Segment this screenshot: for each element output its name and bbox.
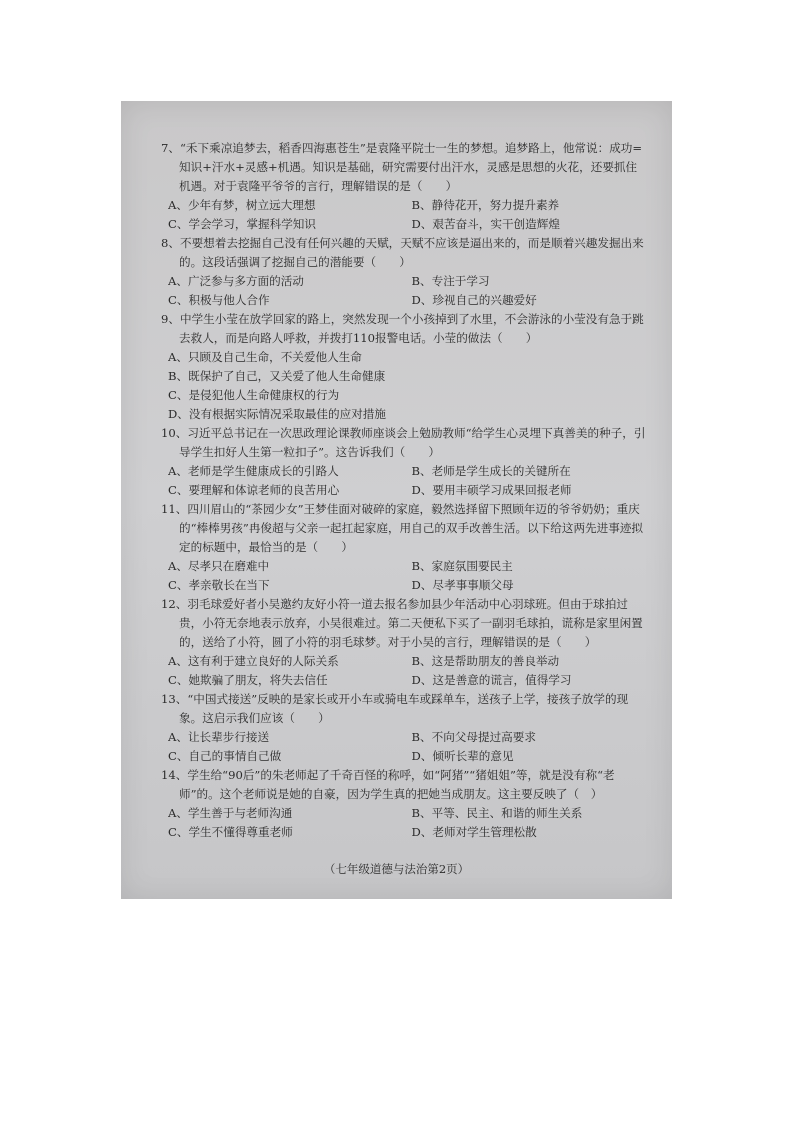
options: [161, 728, 647, 766]
question-10: [161, 424, 647, 500]
question-number: 9、: [161, 312, 180, 326]
question-number: 8、: [161, 236, 180, 250]
option-a: A、少年有梦，树立远大理想: [168, 198, 316, 212]
option-a: A、只顾及自己生命，不关爱他人生命: [168, 350, 362, 364]
question-stem: “中国式接送”反映的是家长或开小车或骑电车或踩单车，送孩子上学，接孩子放学的现象。这启示我们应该（ ）: [179, 692, 629, 725]
question-number: 13、: [161, 692, 188, 706]
question-number: 7、: [161, 141, 180, 155]
question-number: 14、: [161, 768, 188, 782]
page-footer: （七年级道德与法治第2页）: [323, 862, 470, 876]
question-number: 11、: [161, 502, 188, 516]
option-b: B、既保护了自己，又关爱了他人生命健康: [168, 369, 386, 383]
option-d: D、艰苦奋斗，实干创造辉煌: [411, 217, 560, 231]
option-c: C、学会学习，掌握科学知识: [168, 217, 316, 231]
option-b: B、专注于学习: [411, 274, 490, 288]
option-c: C、是侵犯他人生命健康权的行为: [168, 388, 340, 402]
question-stem: 学生给“90后”的朱老师起了千奇百怪的称呼，如“阿猪”“猪姐姐”等，就是没有称“老师”的。这个老师说是她的自豪，因为学生真的把她当成朋友。这主要反映了（ ）: [179, 768, 615, 801]
option-d: D、倾听长辈的意见: [411, 749, 514, 763]
option-c: C、孝亲敬长在当下: [168, 578, 270, 592]
options: [161, 652, 647, 690]
option-c: C、她欺骗了朋友，将失去信任: [168, 673, 328, 687]
question-7: [161, 139, 647, 234]
question-stem: 四川眉山的“茶园少女”王梦佳面对破碎的家庭，毅然选择留下照顾年迈的爷爷奶奶；重庆的“棒棒男孩”冉俊超与父亲一起扛起家庭，用自己的双手改善生活。以下给这两先进事迹拟定的标题中，最恰当的是（ ）: [179, 502, 644, 554]
question-stem: 羽毛球爱好者小吴邀约友好小符一道去报名参加县少年活动中心羽球班。但由于球拍过贵，小符无奈地表示放弃，小吴很难过。第二天便私下买了一副羽毛球拍，谎称是家里闲置的，送给了小符，圆了小符的羽毛球梦。对于小吴的言行，理解错误的是（ ）: [179, 597, 643, 649]
question-stem: “禾下乘凉追梦去，稻香四海惠苍生”是袁隆平院士一生的梦想。追梦路上，他常说：成功=知识+汗水+灵感+机遇。知识是基础，研究需要付出汗水，灵感是思想的火花，还要抓住机遇。对于袁隆平爷爷的言行，理解错误的是（ ）: [179, 141, 643, 193]
options: [161, 804, 647, 842]
question-stem: 不要想着去挖掘自己没有任何兴趣的天赋，天赋不应该是逼出来的，而是顺着兴趣发掘出来的。这段话强调了挖掘自己的潜能要（ ）: [179, 236, 644, 269]
options: [161, 557, 647, 595]
question-number: 12、: [161, 597, 188, 611]
option-d: D、要用丰硕学习成果回报老师: [411, 483, 572, 497]
option-a: A、让长辈步行接送: [168, 730, 270, 744]
option-a: A、广泛参与多方面的活动: [168, 274, 304, 288]
option-a: A、学生善于与老师沟通: [168, 806, 293, 820]
question-stem: 中学生小莹在放学回家的路上，突然发现一个小孩掉到了水里，不会游泳的小莹没有急于跳去救人，而是向路人呼救，并拨打110报警电话。小莹的做法（ ）: [179, 312, 644, 345]
option-d: D、这是善意的谎言，值得学习: [411, 673, 572, 687]
question-list: [161, 139, 647, 842]
option-b: B、不向父母提过高要求: [411, 730, 536, 744]
question-12: [161, 595, 647, 690]
option-b: B、静待花开，努力提升素养: [411, 198, 560, 212]
option-c: C、要理解和体谅老师的良苦用心: [168, 483, 340, 497]
question-11: [161, 500, 647, 595]
option-c: C、学生不懂得尊重老师: [168, 825, 293, 839]
options: [161, 272, 647, 310]
option-a: A、这有利于建立良好的人际关系: [168, 654, 339, 668]
options: [161, 196, 647, 234]
options: [161, 462, 647, 500]
option-d: D、珍视自己的兴趣爱好: [411, 293, 537, 307]
option-c: C、自己的事情自己做: [168, 749, 282, 763]
question-13: [161, 690, 647, 766]
option-c: C、积极与他人合作: [168, 293, 270, 307]
photo-of-exam-page: [121, 101, 672, 899]
question-8: [161, 234, 647, 310]
option-a: A、尽孝只在磨难中: [168, 559, 270, 573]
question-number: 10、: [161, 426, 188, 440]
option-b: B、这是帮助朋友的善良举动: [411, 654, 560, 668]
option-a: A、老师是学生健康成长的引路人: [168, 464, 339, 478]
question-9: [161, 310, 647, 424]
option-b: B、家庭氛围要民主: [411, 559, 513, 573]
question-14: [161, 766, 647, 842]
options: [161, 348, 647, 424]
option-b: B、老师是学生成长的关键所在: [411, 464, 571, 478]
option-d: D、没有根据实际情况采取最佳的应对措施: [168, 407, 386, 421]
option-d: D、老师对学生管理松散: [411, 825, 537, 839]
option-d: D、尽孝事事顺父母: [411, 578, 514, 592]
question-stem: 习近平总书记在一次思政理论课教师座谈会上勉励教师“给学生心灵埋下真善美的种子，引导学生扣好人生第一粒扣子”。这告诉我们（ ）: [179, 426, 646, 459]
option-b: B、平等、民主、和谐的师生关系: [411, 806, 583, 820]
